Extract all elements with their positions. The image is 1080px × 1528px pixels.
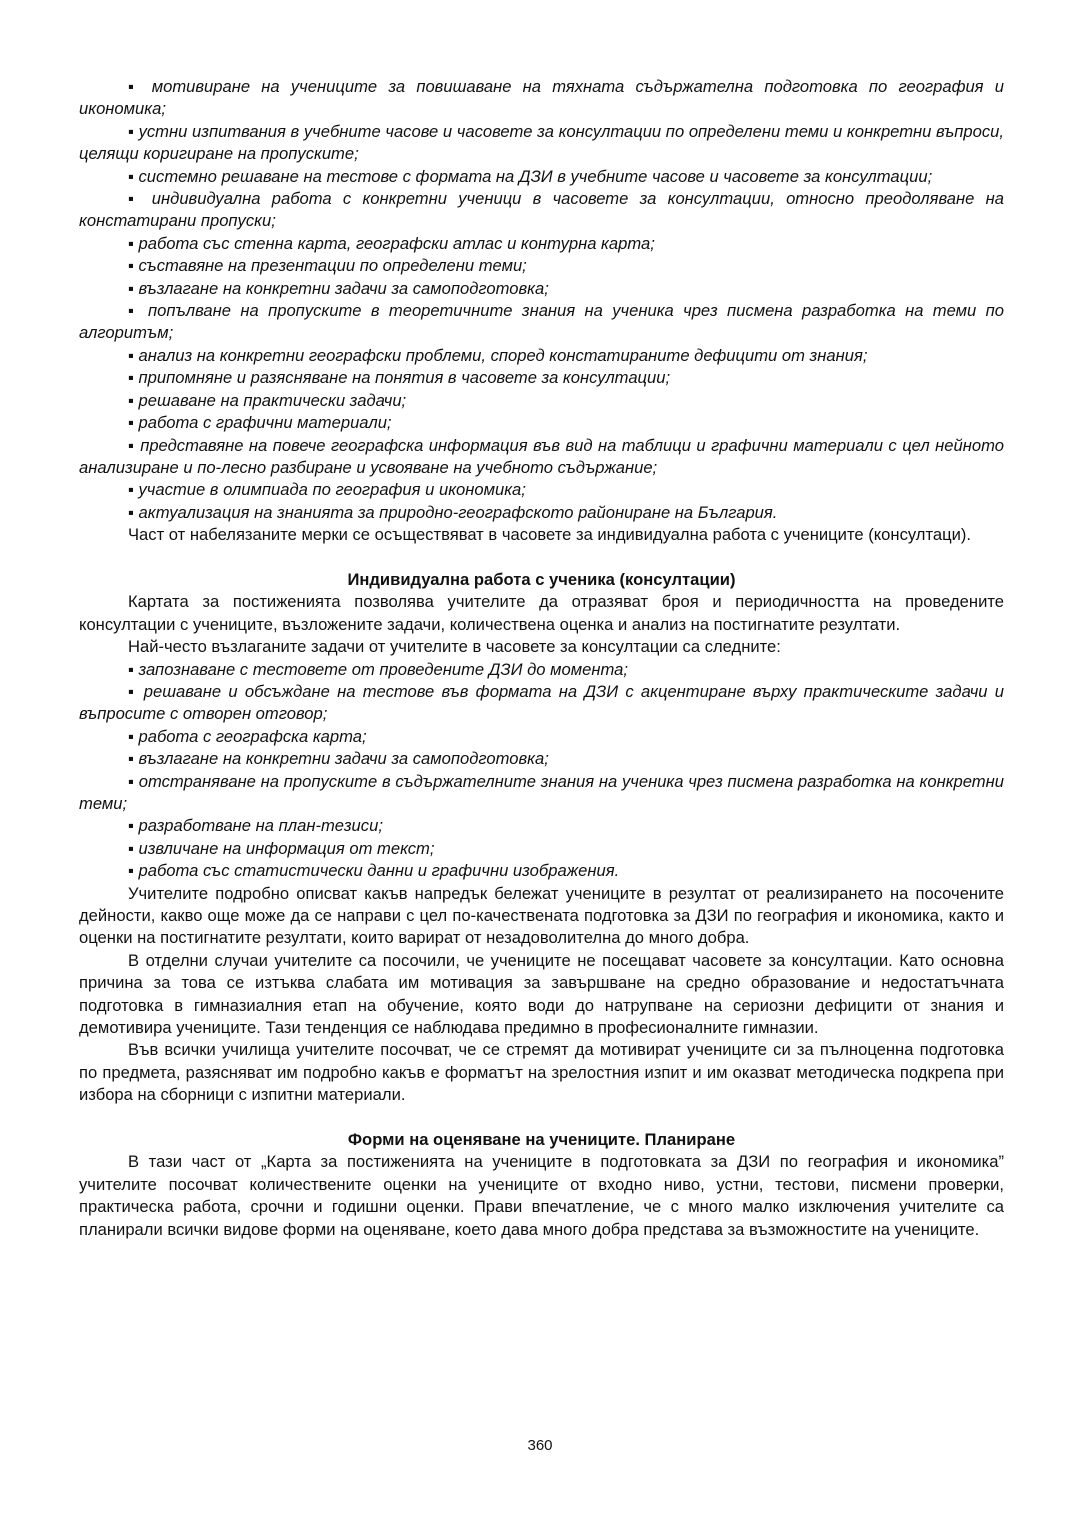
list-item: ▪ индивидуална работа с конкретни ученици в часовете за консултации, относно преодоляване на констатирани пропуски; [79,189,1004,231]
list-item: ▪ решаване на практически задачи; [128,390,407,410]
paragraph: В тази част от „Карта за постиженията на учениците в подготовката за ДЗИ по география и икономика” учителите посочват количествените оценки на учениците от входно ниво, устни, тестови, писмени проверки, практическа работа, срочни и годишни оценки. Прави впечатление, че с много малко изключения учителите са планирали всички видове форми на оценяване, което дава много добра представа за възможностите на учениците. [79,1152,1004,1239]
list-item: ▪ припомняне и разясняване на понятия в часовете за консултации; [128,368,671,388]
list-item: ▪ запознаване с тестовете от проведените ДЗИ до момента; [128,659,628,679]
section-heading-consultations: Индивидуална работа с ученика (консултации) [347,569,736,589]
list-item: ▪ участие в олимпиада по география и икономика; [128,480,526,500]
list-item: ▪ работа с географска карта; [128,726,367,746]
list-item: ▪ работа със стенна карта, географски атлас и контурна карта; [128,233,655,253]
list-item: ▪ извличане на информация от текст; [128,838,435,858]
paragraph: Учителите подробно описват какъв напредък бележат учениците в резултат от реализирането на посочените дейности, какво още може да се направи с цел по-качествената подготовка за ДЗИ по география и икономика, както и оценки на постигнатите резултати, които варират от незадоволителна до много добра. [79,883,1004,948]
page-number: 360 [527,1437,553,1454]
paragraph: Картата за постиженията позволява учителите да отразяват броя и периодичността на проведените консултации с учениците, възложените задачи, количествена оценка и анализ на постигнатите резултати. [79,592,1004,634]
list-item: ▪ решаване и обсъждане на тестове във формата на ДЗИ с акцентиране върху практическите задачи и въпросите с отворен отговор; [79,681,1004,724]
section-heading-assessment: Форми на оценяване на учениците. Планиране [347,1130,736,1150]
measures-list [79,76,1004,524]
list-item: ▪ работа с графични материали; [128,413,392,433]
list-item: ▪ анализ на конкретни географски проблеми, според констатираните дефицити от знания; [128,345,868,365]
list-item: ▪ съставяне на презентации по определени теми; [128,256,527,276]
list-item: ▪ устни изпитвания в учебните часове и часовете за консултации по определени теми и конкретни въпроси, целящи коригиране на пропуските; [79,121,1004,164]
list-item: ▪ системно решаване на тестове с формата на ДЗИ в учебните часове и часовете за консултации; [128,166,933,186]
spacer [79,1107,1004,1129]
paragraph: Най-често възлаганите задачи от учителите в часовете за консултации са следните: [128,637,781,657]
list-item: ▪ отстраняване на пропуските в съдържателните знания на ученика чрез писмена разработка на конкретни теми; [79,771,1004,813]
measures-closing-paragraph: Част от набелязаните мерки се осъществяват в часовете за индивидуална работа с учениците (консултаци). [128,525,972,545]
list-item: ▪ мотивиране на учениците за повишаване на тяхната съдържателна подготовка по география и икономика; [79,77,1004,119]
list-item: ▪ актуализация на знанията за природно-географското райониране на България. [128,502,778,522]
list-item: ▪ възлагане на конкретни задачи за самоподготовка; [128,278,549,298]
paragraph: Във всички училища учителите посочват, че се стремят да мотивират учениците си за пълноценна подготовка по предмета, разясняват им подробно какъв е форматът на зрелостния изпит и им оказват методическа подкрепа при избора на сборници с изпитни материали. [79,1040,1004,1105]
spacer [79,547,1004,569]
document-page [79,76,1004,1241]
list-item: ▪ работа със статистически данни и графични изображения. [128,861,620,881]
paragraph: В отделни случаи учителите са посочили, че учениците не посещават часовете за консултации. Като основна причина за това се изтъква слабата им мотивация за завършване на средно образование и недостатъчната подготовка в гимназиалния етап на обучение, която води до натрупване на сериозни дефицити от знания и демотивира учениците. Тази тенденция се наблюдава предимно в професионалните гимназии. [79,950,1004,1038]
list-item: ▪ възлагане на конкретни задачи за самоподготовка; [128,749,549,769]
list-item: ▪ разработване на план-тезиси; [128,816,383,836]
tasks-list [79,659,1004,883]
list-item: ▪ попълване на пропуските в теоретичните знания на ученика чрез писмена разработка на теми по алгоритъм; [79,301,1004,343]
list-item: ▪ представяне на повече географска информация във вид на таблици и графични материали с цел нейното анализиране и по-лесно разбиране и усвояване на учебното съдържание; [79,435,1004,477]
